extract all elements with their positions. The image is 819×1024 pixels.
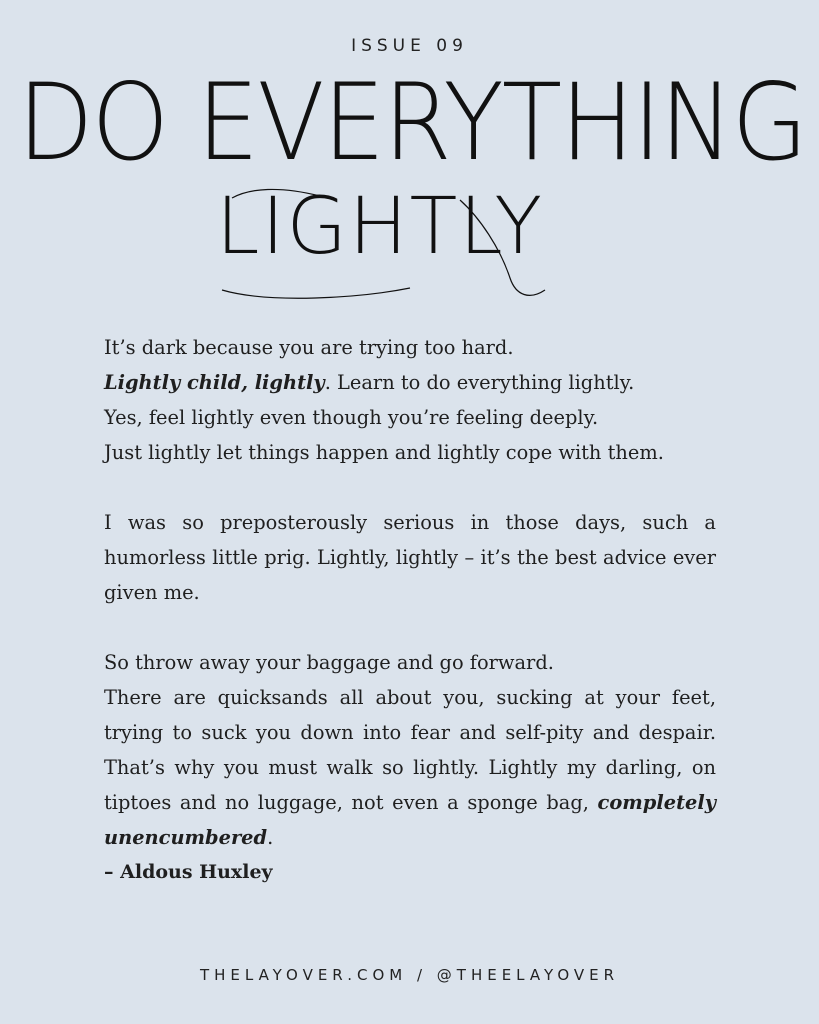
- issue-label: ISSUE 09: [351, 36, 468, 56]
- quote-attribution: – Aldous Huxley: [104, 861, 273, 883]
- quote-line: It’s dark because you are trying too hard.: [104, 336, 514, 359]
- quote-text: There are quicksands all about you, sucking at your feet, trying to suck you down into fear and self-pity and despair. That’s why you must walk so lightly. Lightly my darling, on tiptoes and no luggage, not even a sponge bag,: [104, 686, 716, 814]
- page-subtitle: LIGHTLY: [216, 182, 544, 272]
- paragraph-gap: [104, 470, 716, 505]
- quote-line: So throw away your baggage and go forward.: [104, 651, 554, 674]
- quote-line: Yes, feel lightly even though you’re feeling deeply.: [104, 406, 599, 429]
- quote-emphasis: Lightly child, lightly: [104, 371, 325, 394]
- quote-text: . Learn to do everything lightly.: [324, 371, 635, 394]
- quote-text: .: [267, 826, 274, 849]
- paragraph-gap: [104, 610, 716, 645]
- page-title: DO EVERYTHING: [17, 61, 807, 184]
- quote-paragraph: [104, 680, 716, 855]
- quote-paragraph: I was so preposterously serious in those days, such a humorless little prig. Lightly, lightly – it’s the best advice ever given me.: [104, 511, 716, 604]
- footer-credit: THELAYOVER.COM / @THEELAYOVER: [199, 966, 620, 984]
- quote-line: [104, 365, 716, 400]
- quote-body: [104, 330, 716, 890]
- quote-emphasis: completely unencumbered: [104, 791, 716, 849]
- quote-line: Just lightly let things happen and lightly cope with them.: [104, 441, 664, 464]
